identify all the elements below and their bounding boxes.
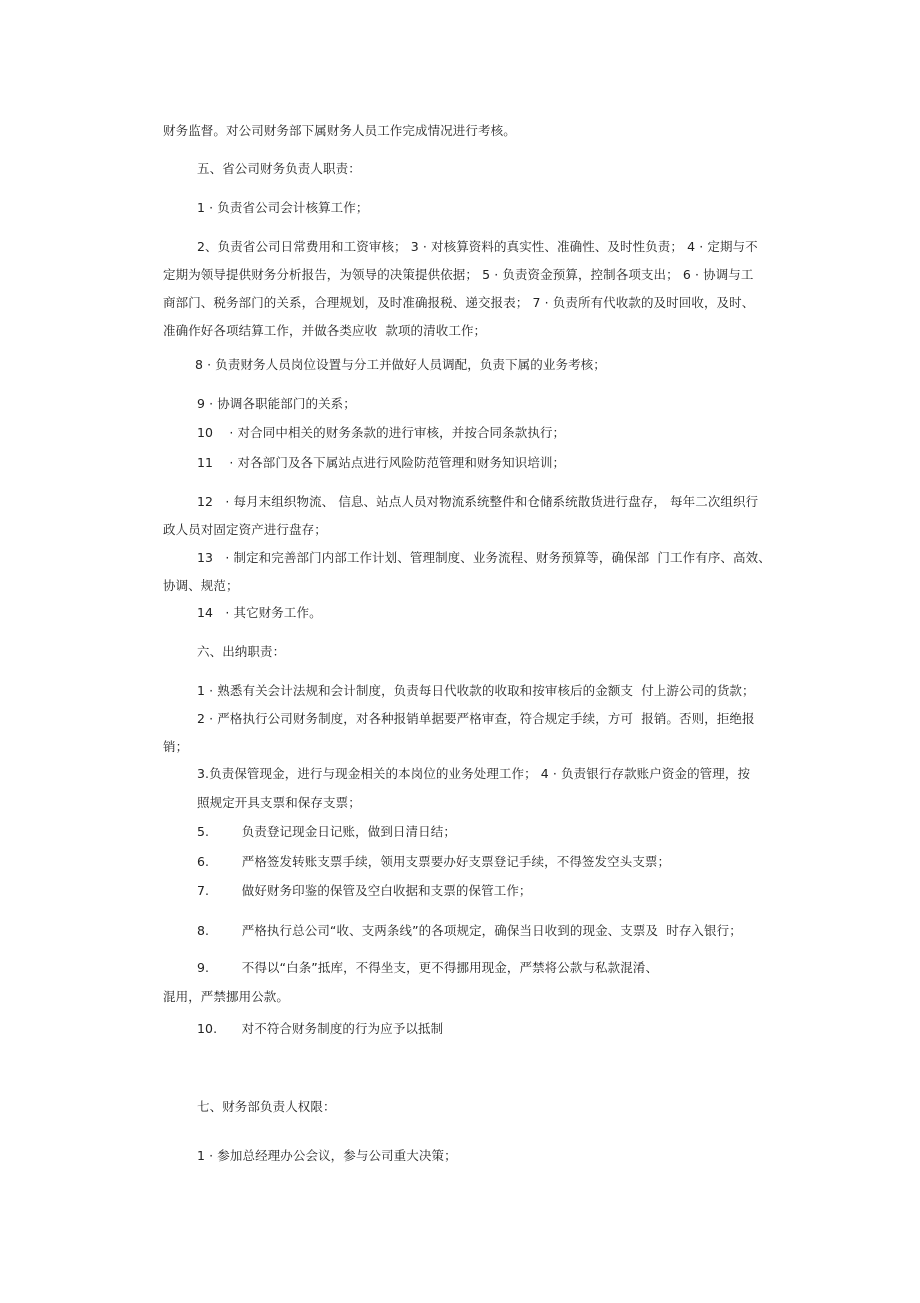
- list-item: 8. 严格执行总公司“收、支两条线”的各项规定，确保当日收到的现金、支票及 时存入银行；: [197, 923, 742, 938]
- list-item: 2、负责省公司日常费用和工资审核； 3 · 对核算资料的真实性、准确性、及时性负责； 4 · 定期与不: [197, 239, 758, 254]
- text-line: 混用，严禁挪用公款。: [163, 989, 290, 1004]
- list-item: 6. 严格签发转账支票手续，领用支票要办好支票登记手续，不得签发空头支票；: [197, 854, 671, 869]
- list-item: 10 · 对合同中相关的财务条款的进行审核，并按合同条款执行；: [197, 425, 566, 440]
- section-heading: 五、省公司财务负责人职责：: [197, 161, 361, 176]
- text-line: 协调、规范；: [163, 578, 239, 593]
- text-line: 定期为领导提供财务分析报告，为领导的决策提供依据； 5 · 负责资金预算，控制各项支出； 6 · 协调与工: [163, 267, 754, 282]
- list-item: 1 · 负责省公司会计核算工作；: [197, 200, 369, 215]
- list-item: 9. 不得以“白条”抵库，不得坐支，更不得挪用现金，严禁将公款与私款混淆、: [197, 960, 659, 975]
- section-heading: 七、财务部负责人权限：: [197, 1099, 336, 1114]
- list-item: 2 · 严格执行公司财务制度，对各种报销单据要严格审查，符合规定手续，方可 报销。否则，拒绝报: [197, 711, 755, 726]
- list-item: 11 · 对各部门及各下属站点进行风险防范管理和财务知识培训；: [197, 455, 566, 470]
- text-line: 商部门、税务部门的关系，合理规划，及时准确报税、递交报表； 7 · 负责所有代收款的及时回收，及时、: [163, 295, 755, 310]
- text-line: 照规定开具支票和保存支票；: [197, 795, 361, 810]
- list-item: 10. 对不符合财务制度的行为应予以抵制: [197, 1021, 444, 1036]
- list-item: 8 · 负责财务人员岗位设置与分工并做好人员调配，负责下属的业务考核；: [195, 357, 606, 372]
- text-line: 财务监督。对公司财务部下属财务人员工作完成情况进行考核。: [163, 123, 516, 138]
- list-item: 7. 做好财务印鉴的保管及空白收据和支票的保管工作；: [197, 883, 532, 898]
- list-item: 3.负责保管现金，进行与现金相关的本岗位的业务处理工作； 4 · 负责银行存款账户资金的管理，按: [197, 766, 751, 781]
- list-item: 9 · 协调各职能部门的关系；: [197, 396, 356, 411]
- text-line: 政人员对固定资产进行盘存；: [163, 522, 327, 537]
- list-item: 1 · 参加总经理办公会议，参与公司重大决策；: [197, 1148, 457, 1163]
- list-item: 14 · 其它财务工作。: [197, 605, 322, 620]
- section-heading: 六、出纳职责：: [197, 644, 286, 659]
- list-item: 1 · 熟悉有关会计法规和会计制度，负责每日代收款的收取和按审核后的金额支 付上游公司的货款；: [197, 683, 755, 698]
- list-item: 12 · 每月末组织物流、 信息、站点人员对物流系统整件和仓储系统散货进行盘存， 每年二次组织行: [197, 494, 759, 509]
- list-item: 13 · 制定和完善部门内部工作计划、管理制度、业务流程、财务预算等，确保部 门工作有序、高效、: [197, 550, 771, 565]
- text-line: 准确作好各项结算工作，并做各类应收 款项的清收工作；: [163, 323, 487, 338]
- list-item: 5. 负责登记现金日记账，做到日清日结；: [197, 824, 456, 839]
- text-line: 销；: [163, 739, 189, 754]
